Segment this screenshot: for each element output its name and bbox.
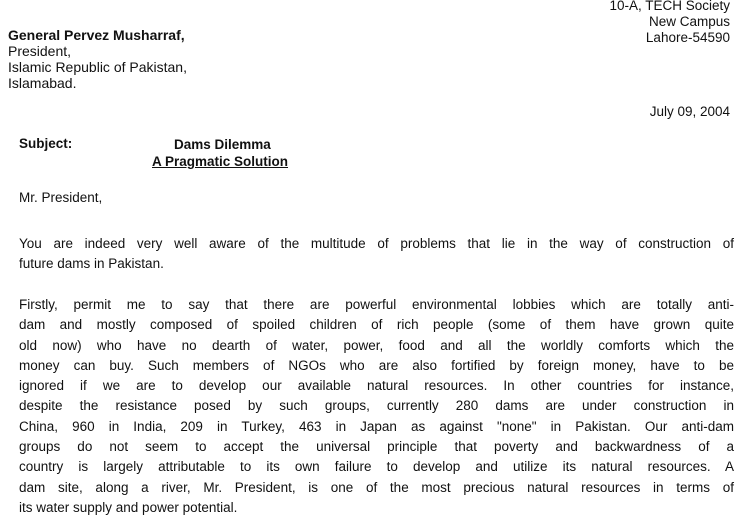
paragraph-line: country is largely attributable to its own failure to develop and utilize its natural resources. A — [19, 459, 734, 475]
recipient-city: Islamabad. — [8, 75, 77, 91]
sender-address-line2: New Campus — [648, 14, 730, 29]
salutation: Mr. President, — [19, 190, 103, 205]
paragraph-line: its water supply and power potential. — [19, 499, 238, 515]
subject-line1: Dams Dilemma — [174, 137, 271, 152]
paragraph-line: dam site, along a river, Mr. President, is one of the most precious natural resources in terms of — [19, 479, 734, 495]
paragraph-line: China, 960 in India, 209 in Turkey, 463 in Japan as against "none" in Pakistan. Our anti-dam — [19, 418, 734, 434]
subject-line2: A Pragmatic Solution — [152, 154, 289, 169]
subject-label: Subject: — [19, 136, 73, 151]
sender-address-line1: 10-A, TECH Society — [609, 0, 730, 13]
paragraph-2 — [19, 295, 734, 518]
recipient-title: President, — [8, 43, 72, 59]
paragraph-line: You are indeed very well aware of the multitude of problems that lie in the way of construction of — [19, 236, 734, 251]
recipient-country: Islamic Republic of Pakistan, — [8, 59, 187, 75]
paragraph-line: Firstly, permit me to say that there are powerful environmental lobbies which are totally anti- — [19, 297, 734, 312]
paragraph-line: old now) who have no dearth of water, power, food and all the worldly comforts which the — [19, 337, 734, 353]
paragraph-line: ignored if we are to develop our available natural resources. In other countries for instance, — [19, 378, 734, 394]
paragraph-line: dam and mostly composed of spoiled children of rich people (some of them have grown quite — [19, 317, 734, 333]
letter-date: July 09, 2004 — [649, 104, 730, 119]
paragraph-line: future dams in Pakistan. — [19, 256, 164, 272]
sender-address — [609, 0, 730, 46]
recipient-name: General Pervez Musharraf, — [8, 27, 185, 43]
recipient-block — [8, 27, 187, 91]
paragraph-1 — [19, 234, 734, 275]
paragraph-line: groups do not seem to accept the universal principle that poverty and backwardness of a — [19, 439, 734, 455]
paragraph-line: money can buy. Such members of NGOs who are also fortified by foreign money, have to be — [19, 357, 734, 373]
subject-text — [152, 136, 288, 170]
sender-address-line3: Lahore-54590 — [645, 30, 730, 45]
paragraph-line: despite the resistance posed by such groups, currently 280 dams are under construction in — [19, 398, 734, 414]
